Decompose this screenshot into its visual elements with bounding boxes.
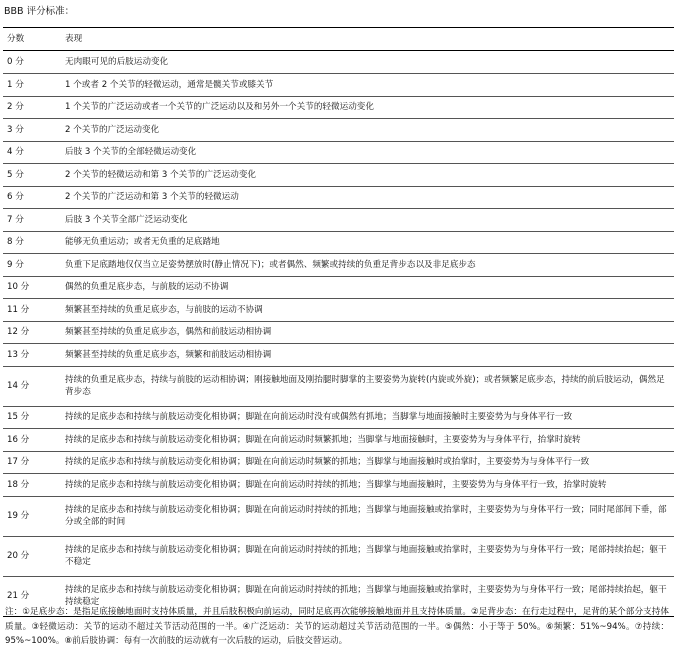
table-footnote: 注：①足底步态：是指足底接触地面时支持体质量，并且后肢积极向前运动，同时足底再次能够接触地面并且支持体质量。②足背步态：在行走过程中，足背的某个部分支持体质量。③轻微运动：关节的运动不超过关节活动范围的一半。④广泛运动：关节的运动超过关节活动范围的一半。⑤偶然：小于等于 50%。⑥频繁：51%~94%。⑦持续：95%~100%。⑧前后肢协调：每有一次前肢的运动就有一次后肢的运动，后肢交替运动。 [5,607,669,646]
description-cell: 持续的足底步态和持续与前肢运动变化相协调；脚趾在向前运动时持续的抓地；当脚掌与地面接触或抬掌时，主要姿势为与身体平行一致；尾部持续抬起；躯干不稳定 [65,544,667,567]
score-cell: 19 分 [7,510,30,521]
score-cell: 15 分 [7,412,30,422]
score-cell: 9 分 [7,259,24,270]
description-cell: 偶然的负重足底步态，与前肢的运动不协调 [65,282,229,292]
table-row [3,429,674,452]
description-cell: 持续的足底步态和持续与前肢运动变化相协调；脚趾在向前运动时持续的抓地；当脚掌与地面接触或抬掌时，主要姿势为与身体平行一致；同时尾部间下垂，部分或全部的时间 [65,504,667,527]
table-row [3,474,674,497]
score-cell: 14 分 [7,380,30,391]
score-cell: 1 分 [7,79,24,90]
description-cell: 持续的足底步态和持续与前肢运动变化相协调；脚趾在向前运动时频繁的抓地；当脚掌与地面接触时或抬掌时，主要姿势为与身体平行一致 [65,457,590,467]
score-cell: 17 分 [7,457,30,467]
description-cell: 1 个或者 2 个关节的轻微运动，通常是髋关节或膝关节 [65,79,274,90]
score-cell: 21 分 [7,590,30,601]
table-row [3,344,674,367]
description-cell: 2 个关节的广泛运动和第 3 个关节的轻微运动 [65,192,239,202]
score-cell: 11 分 [7,304,30,315]
score-cell: 8 分 [7,237,24,247]
table-row [3,299,674,322]
score-cell: 12 分 [7,327,30,337]
table-row [3,119,674,142]
table-header-row [3,28,674,51]
description-cell: 持续的足底步态和持续与前肢运动变化相协调；脚趾在向前运动时没有或偶然有抓地；当脚掌与地面接触时主要姿势为与身体平行一致 [65,412,573,422]
description-cell: 后肢 3 个关节全部广泛运动变化 [65,214,188,225]
score-cell: 2 分 [7,102,24,112]
score-cell: 4 分 [7,147,24,157]
score-cell: 5 分 [7,169,24,180]
description-cell: 1 个关节的广泛运动或者一个关节的广泛运动以及和另外一个关节的轻微运动变化 [65,102,374,112]
description-cell: 负重下足底踏地仅仅当立足姿势摆放时(静止情况下)；或者偶然、频繁或持续的负重足背步态以及非足底步态 [65,259,476,270]
description-cell: 能够无负重运动；或者无负重的足底踏地 [65,237,220,247]
table-row [3,406,674,429]
score-cell: 3 分 [7,124,24,135]
description-cell: 2 个关节的广泛运动变化 [65,124,160,135]
description-cell: 频繁甚至持续的负重足底步态，偶然和前肢运动相协调 [65,327,272,337]
table-row [3,254,674,277]
score-cell: 10 分 [7,282,30,292]
header-description: 表现 [65,33,83,44]
table-row [3,164,674,187]
table-row [3,51,674,74]
table-row [3,451,674,474]
table-row [3,96,674,119]
description-cell: 频繁甚至持续的负重足底步态，与前肢的运动不协调 [65,304,263,315]
table-caption: BBB 评分标准： [4,6,75,17]
description-cell: 无肉眼可见的后肢运动变化 [65,56,169,67]
score-cell: 16 分 [7,434,30,445]
table-row [3,141,674,164]
score-cell: 20 分 [7,550,30,561]
score-cell: 13 分 [7,349,30,360]
bbb-score-table [3,27,674,617]
table-row [3,276,674,299]
description-cell: 后肢 3 个关节的全部轻微运动变化 [65,147,197,157]
table-row [3,366,674,406]
table-row [3,231,674,254]
table-row [3,209,674,232]
table-row [3,186,674,209]
description-cell: 持续的足底步态和持续与前肢运动变化相协调；脚趾在向前运动时持续的抓地；当脚掌与地面接触或抬掌时，主要姿势为与身体平行一致；尾部持续抬起，躯干持续稳定 [65,584,667,607]
score-cell: 18 分 [7,479,30,490]
table-row [3,536,674,576]
description-cell: 持续的负重足底步态，持续与前肢的运动相协调；刚接触地面及刚抬腿时脚掌的主要姿势为旋转(内旋或外旋)；或者频繁足底步态，持续的前后肢运动，偶然足背步态 [65,374,665,397]
table-row [3,321,674,344]
description-cell: 持续的足底步态和持续与前肢运动变化相协调；脚趾在向前运动时频繁抓地；当脚掌与地面接触时，主要姿势为与身体平行，抬掌时旋转 [65,434,581,445]
table-row [3,496,674,536]
score-cell: 0 分 [7,56,24,67]
score-cell: 7 分 [7,214,24,225]
score-cell: 6 分 [7,192,24,202]
table-row [3,74,674,97]
description-cell: 持续的足底步态和持续与前肢运动变化相协调；脚趾在向前运动时持续的抓地；当脚掌与地面接触时，主要姿势为与身体平行一致，抬掌时旋转 [65,479,607,490]
header-score: 分数 [7,33,25,44]
description-cell: 频繁甚至持续的负重足底步态，频繁和前肢运动相协调 [65,349,272,360]
description-cell: 2 个关节的轻微运动和第 3 个关节的广泛运动变化 [65,169,257,180]
